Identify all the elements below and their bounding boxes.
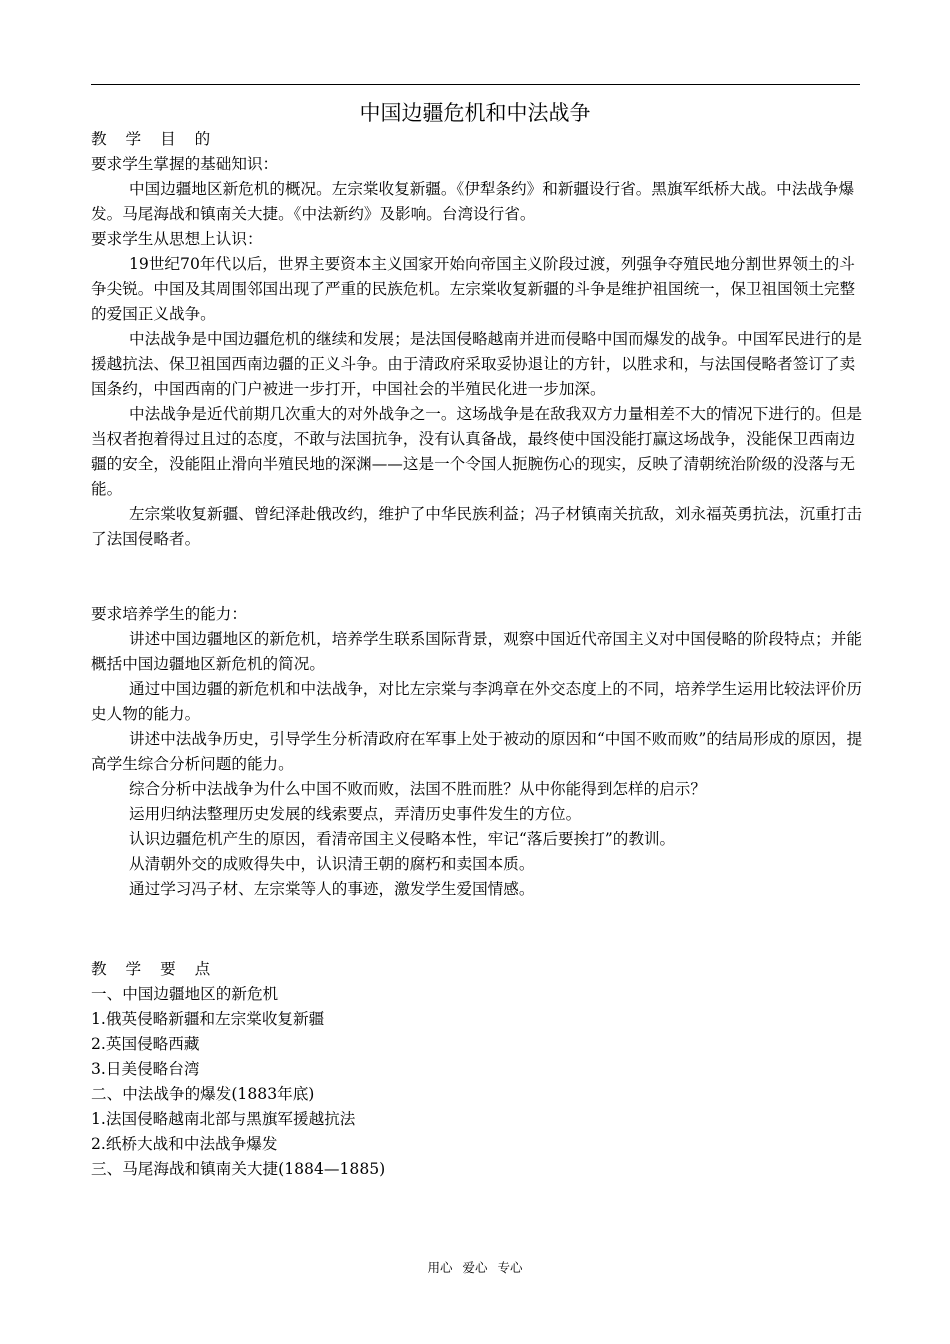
ability-label: 要求培养学生的能力：	[91, 605, 247, 623]
key-point-item: 2.纸桥大战和中法战争爆发	[91, 1135, 278, 1153]
key-point-item: 2.英国侵略西藏	[91, 1035, 200, 1053]
knowledge-label: 要求学生掌握的基础知识：	[91, 155, 279, 173]
key-point-item: 1.法国侵略越南北部与黑旗军援越抗法	[91, 1110, 356, 1128]
ability-paragraph: 认识边疆危机产生的原因，看清帝国主义侵略本性，牢记“落后要挨打”的教训。	[129, 830, 676, 848]
ability-paragraph: 运用归纳法整理历史发展的线索要点，弄清历史事件发生的方位。	[129, 805, 582, 823]
objectives-heading: 教 学 目 的	[91, 130, 218, 148]
ability-paragraph: 从清朝外交的成败得失中，认识清王朝的腐朽和卖国本质。	[129, 855, 535, 873]
page-footer: 用心 爱心 专心	[427, 1260, 523, 1275]
ideology-paragraph: 左宗棠收复新疆、曾纪泽赴俄改约，维护了中华民族利益；冯子材镇南关抗敌，刘永福英勇抗法，沉重打击了法国侵略者。	[91, 505, 862, 548]
ability-paragraph: 讲述中法战争历史，引导学生分析清政府在军事上处于被动的原因和“中国不败而败”的结局形成的原因，提高学生综合分析问题的能力。	[91, 730, 863, 773]
ability-paragraph: 通过中国边疆的新危机和中法战争，对比左宗棠与李鸿章在外交态度上的不同，培养学生运用比较法评价历史人物的能力。	[91, 680, 862, 723]
key-points-heading: 教 学 要 点	[91, 960, 218, 978]
ability-paragraph: 综合分析中法战争为什么中国不败而败，法国不胜而胜？从中你能得到怎样的启示？	[129, 780, 706, 798]
key-point-item: 1.俄英侵略新疆和左宗棠收复新疆	[91, 1010, 325, 1028]
ideology-paragraph: 中法战争是中国边疆危机的继续和发展；是法国侵略越南并进而侵略中国而爆发的战争。中国军民进行的是援越抗法、保卫祖国西南边疆的正义斗争。由于清政府采取妥协退让的方针，以胜求和，与法国侵略者签订了卖国条约，中国西南的门户被进一步打开，中国社会的半殖民化进一步加深。	[91, 330, 862, 398]
key-point-item: 三、马尾海战和镇南关大捷(1884—1885)	[91, 1160, 386, 1178]
ideology-label: 要求学生从思想上认识：	[91, 230, 263, 248]
key-point-item: 一、中国边疆地区的新危机	[91, 985, 279, 1003]
ability-paragraph: 通过学习冯子材、左宗棠等人的事迹，激发学生爱国情感。	[129, 880, 535, 898]
section-spacer	[91, 552, 863, 602]
document-body	[91, 127, 863, 1182]
ability-paragraph: 讲述中国边疆地区的新危机，培养学生联系国际背景，观察中国近代帝国主义对中国侵略的阶段特点；并能概括中国边疆地区新危机的简况。	[91, 630, 862, 673]
knowledge-text: 中国边疆地区新危机的概况。左宗棠收复新疆。《伊犁条约》和新疆设行省。黑旗军纸桥大战。中法战争爆发。马尾海战和镇南关大捷。《中法新约》及影响。台湾设行省。	[91, 180, 855, 223]
header-rule	[91, 84, 860, 85]
key-point-item: 二、中法战争的爆发(1883年底)	[91, 1085, 315, 1103]
key-point-item: 3.日美侵略台湾	[91, 1060, 200, 1078]
ideology-paragraph: 19世纪70年代以后，世界主要资本主义国家开始向帝国主义阶段过渡，列强争夺殖民地分割世界领土的斗争尖锐。中国及其周围邻国出现了严重的民族危机。左宗棠收复新疆的斗争是维护祖国统一，保卫祖国领土完整的爱国正义战争。	[91, 255, 856, 323]
document-title: 中国边疆危机和中法战争	[359, 101, 591, 125]
section-spacer	[91, 902, 863, 957]
ideology-paragraph: 中法战争是近代前期几次重大的对外战争之一。这场战争是在敌我双方力量相差不大的情况下进行的。但是当权者抱着得过且过的态度，不敢与法国抗争，没有认真备战，最终使中国没能打赢这场战争，没能保卫西南边疆的安全，没能阻止滑向半殖民地的深渊——这是一个令国人扼腕伤心的现实，反映了清朝统治阶级的没落与无能。	[91, 405, 862, 498]
